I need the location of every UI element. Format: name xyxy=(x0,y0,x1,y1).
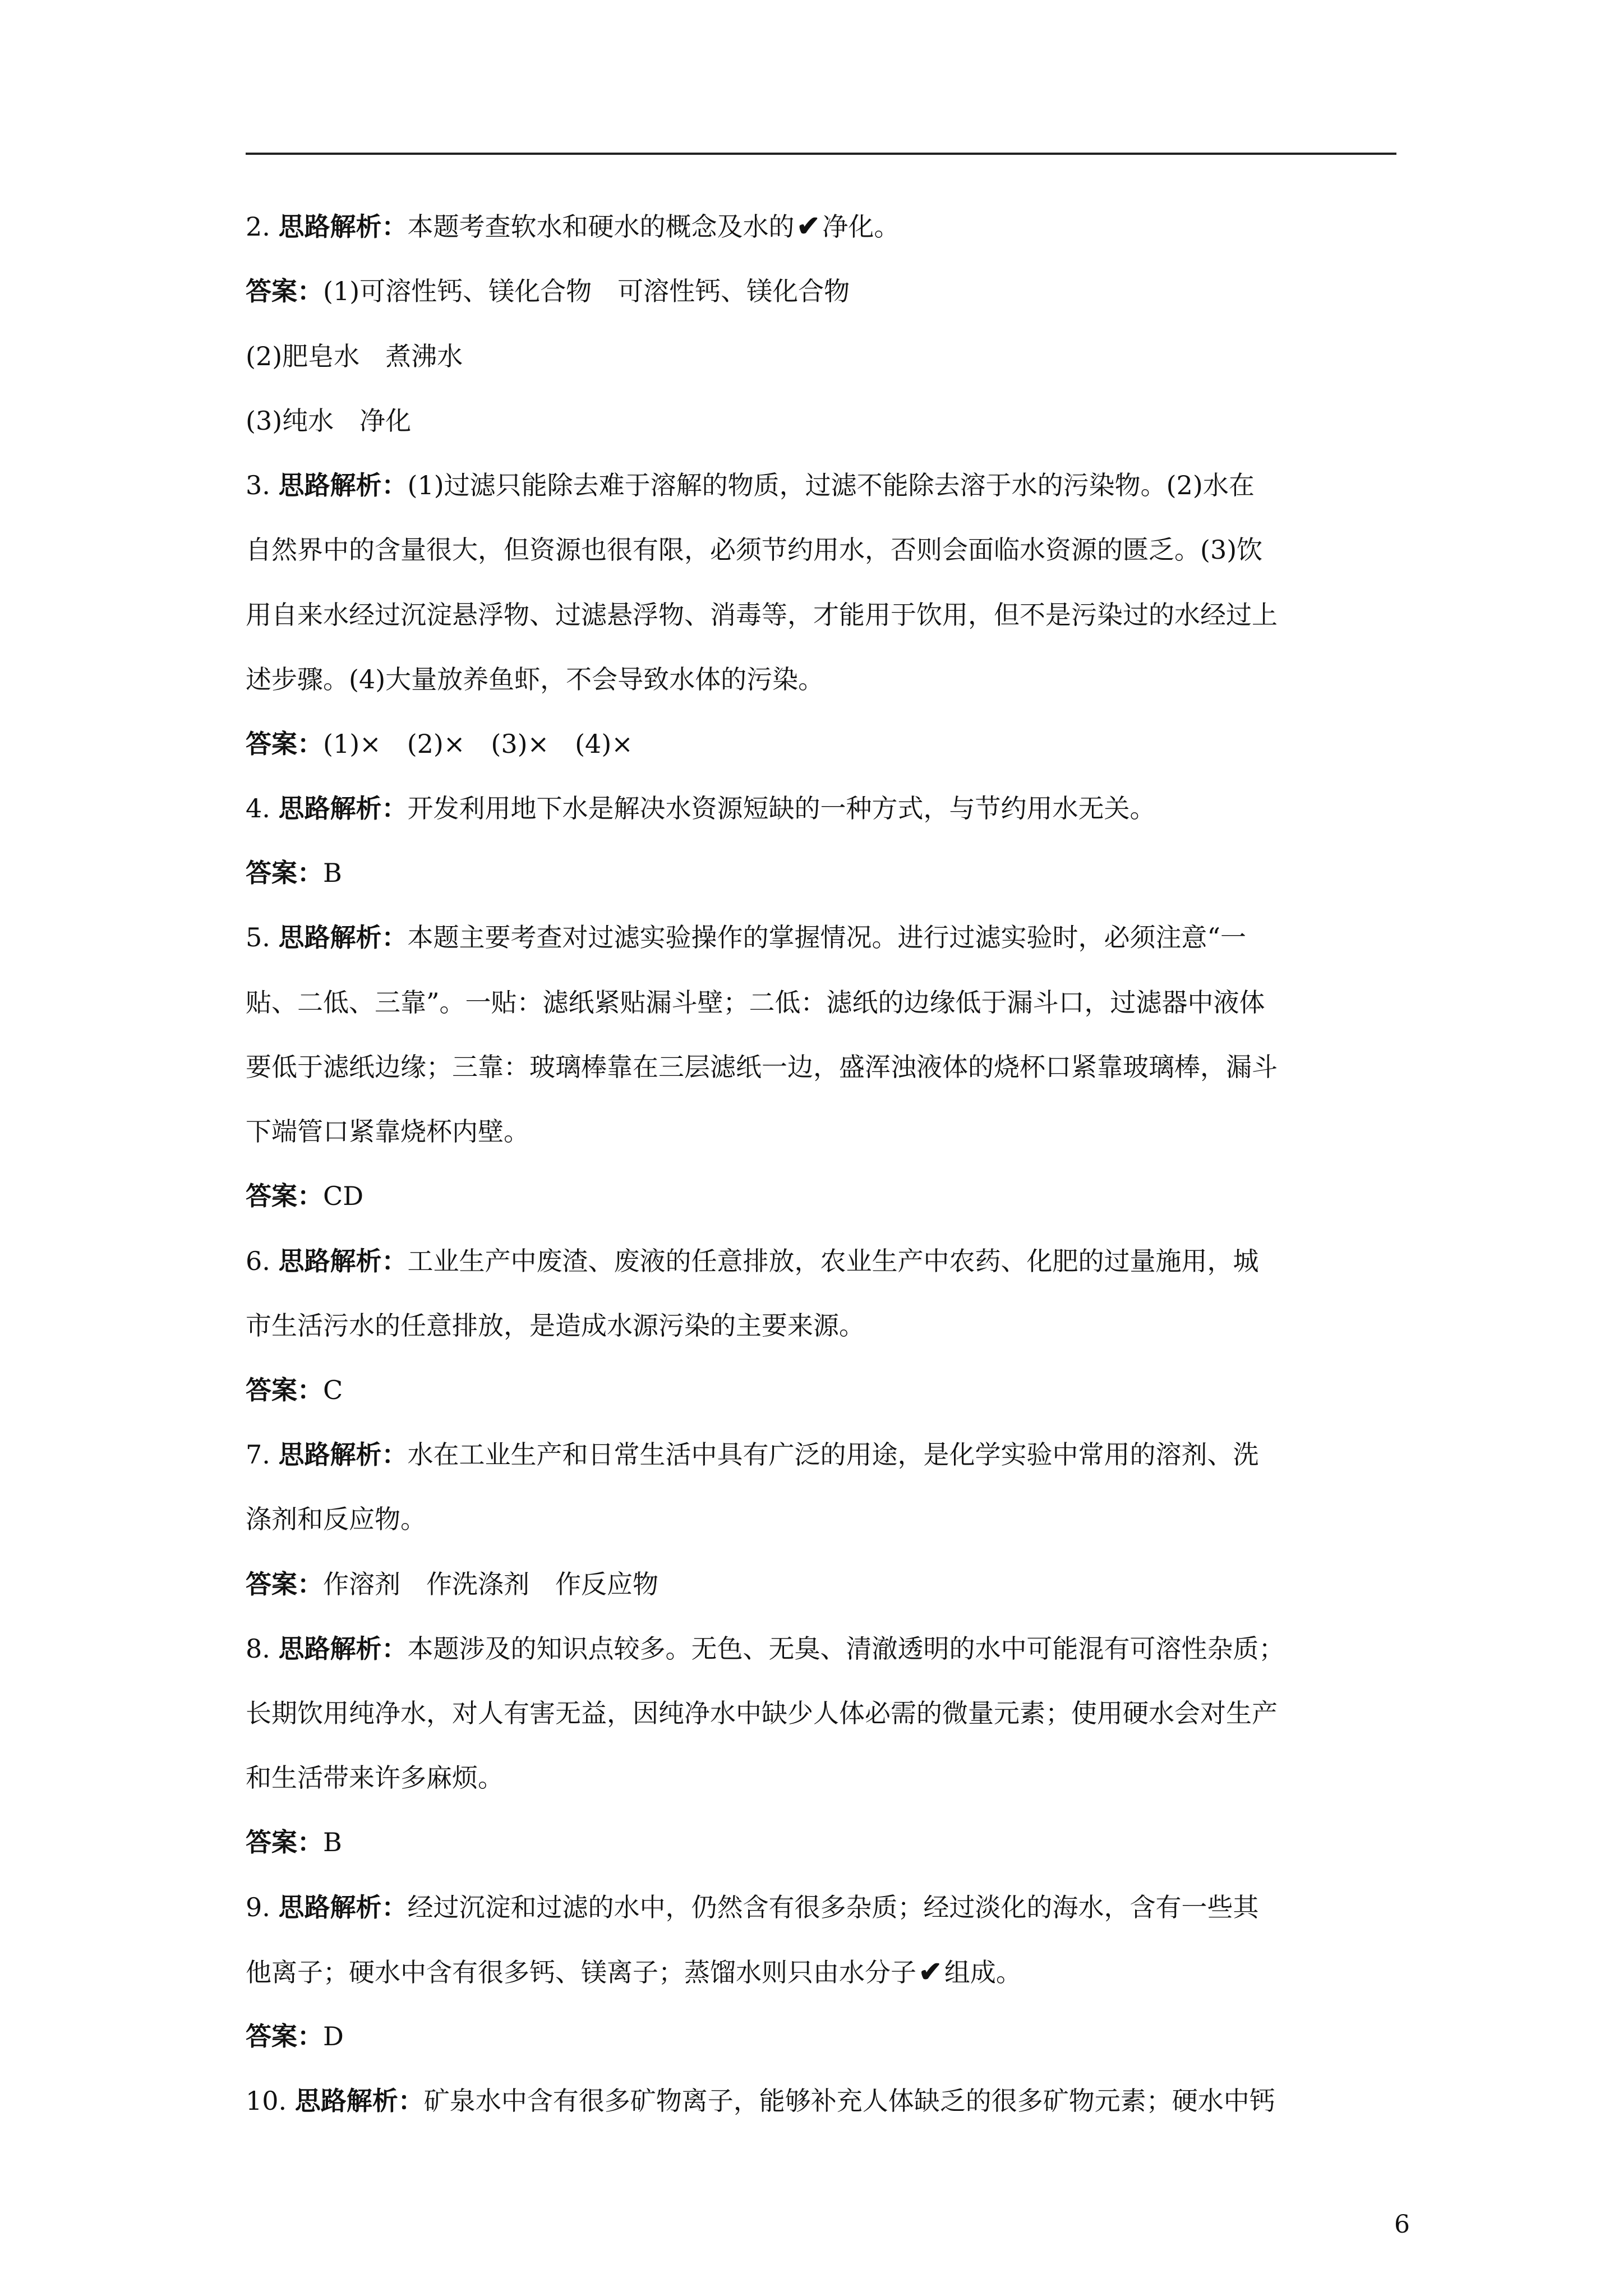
number: 2. xyxy=(246,211,279,242)
text-line xyxy=(246,274,850,308)
text: 要低于滤纸边缘；三靠：玻璃棒靠在三层滤纸一边，盛浑浊液体的烧杯口紧靠玻璃棒，漏斗 xyxy=(246,1052,1278,1082)
text-line xyxy=(246,1761,504,1795)
text: (1)过滤只能除去难于溶解的物质，过滤不能除去溶于水的污染物。(2)水在 xyxy=(407,470,1255,500)
text: 本题考查软水和硬水的概念及水的 xyxy=(407,211,795,242)
text: 长期饮用纯净水，对人有害无益，因纯净水中缺少人体必需的微量元素；使用硬水会对生产 xyxy=(246,1698,1278,1728)
text: 述步骤。(4)大量放养鱼虾，不会导致水体的污染。 xyxy=(246,664,824,694)
text: (3)纯水 净化 xyxy=(246,406,412,436)
text-line xyxy=(246,598,1278,632)
label: 思路解析： xyxy=(278,1439,408,1470)
text: B xyxy=(323,1827,342,1857)
text-line xyxy=(246,792,1156,825)
label: 答案： xyxy=(246,1569,323,1599)
text: 作溶剂 作洗涤剂 作反应物 xyxy=(323,1569,658,1599)
label: 答案： xyxy=(246,858,323,888)
text-line xyxy=(246,1696,1278,1730)
text: 工业生产中废渣、废液的任意排放，农业生产中农药、化肥的过量施用，城 xyxy=(407,1246,1259,1276)
text-line xyxy=(246,1115,529,1148)
label: 思路解析： xyxy=(278,1892,408,1922)
text: 水在工业生产和日常生活中具有广泛的用途，是化学实验中常用的溶剂、洗 xyxy=(407,1439,1259,1470)
text-line xyxy=(246,533,1262,567)
check-icon: ✔ xyxy=(796,209,820,242)
number: 6. xyxy=(246,1246,279,1276)
text: 自然界中的含量很大，但资源也很有限，必须节约用水，否则会面临水资源的匮乏。(3)饮 xyxy=(246,535,1263,565)
text: 下端管口紧靠烧杯内壁。 xyxy=(246,1116,529,1147)
text: CD xyxy=(323,1181,364,1211)
text-line xyxy=(246,1955,1022,1989)
text-line xyxy=(246,1890,1259,1924)
label: 思路解析： xyxy=(278,922,408,953)
text-line xyxy=(246,209,900,243)
header-rule xyxy=(246,153,1396,155)
number: 9. xyxy=(246,1892,279,1922)
number: 4. xyxy=(246,793,279,823)
text-line xyxy=(246,727,633,761)
text-line xyxy=(246,1825,342,1859)
text: 涤剂和反应物。 xyxy=(246,1504,426,1534)
label: 答案： xyxy=(246,276,323,306)
text-line xyxy=(246,2019,344,2053)
text: C xyxy=(323,1375,343,1405)
text-line xyxy=(246,1179,363,1213)
text-line xyxy=(246,1373,343,1407)
label: 思路解析： xyxy=(278,211,408,242)
label: 答案： xyxy=(246,729,323,759)
text: 矿泉水中含有很多矿物离子，能够补充人体缺乏的很多矿物元素；硬水中钙 xyxy=(423,2086,1275,2116)
label: 答案： xyxy=(246,2021,323,2051)
label: 思路解析： xyxy=(278,1634,408,1664)
text-line xyxy=(246,339,463,373)
text-line xyxy=(246,1050,1278,1084)
label: 答案： xyxy=(246,1181,323,1211)
label: 思路解析： xyxy=(278,1246,408,1276)
text: (1)× (2)× (3)× (4)× xyxy=(323,729,633,759)
text-line xyxy=(246,404,411,438)
text: (2)肥皂水 煮沸水 xyxy=(246,341,463,371)
text-line xyxy=(246,1632,1285,1665)
text-line xyxy=(246,1502,426,1536)
text: 和生活带来许多麻烦。 xyxy=(246,1763,504,1793)
text-line xyxy=(246,856,342,890)
text-line xyxy=(246,662,824,696)
text: 净化。 xyxy=(822,211,900,242)
text: (1)可溶性钙、镁化合物 可溶性钙、镁化合物 xyxy=(323,276,850,306)
text-line xyxy=(246,1567,658,1601)
text: 用自来水经过沉淀悬浮物、过滤悬浮物、消毒等，才能用于饮用，但不是污染过的水经过上 xyxy=(246,600,1278,630)
number: 8. xyxy=(246,1634,279,1664)
number: 10. xyxy=(246,2086,295,2116)
label: 答案： xyxy=(246,1827,323,1857)
label: 思路解析： xyxy=(294,2086,424,2116)
text: D xyxy=(323,2021,344,2051)
text-line xyxy=(246,1244,1259,1278)
text-line xyxy=(246,986,1265,1019)
text: 市生活污水的任意排放，是造成水源污染的主要来源。 xyxy=(246,1310,865,1341)
page-number: 6 xyxy=(1394,2210,1410,2239)
text: 贴、二低、三靠”。一贴：滤纸紧贴漏斗壁；二低：滤纸的边缘低于漏斗口，过滤器中液体 xyxy=(246,987,1265,1018)
text: 经过沉淀和过滤的水中，仍然含有很多杂质；经过淡化的海水，含有一些其 xyxy=(407,1892,1259,1922)
text-line xyxy=(246,468,1255,502)
text: 本题涉及的知识点较多。无色、无臭、清澈透明的水中可能混有可溶性杂质； xyxy=(407,1634,1285,1664)
check-icon: ✔ xyxy=(919,1955,942,1988)
label: 答案： xyxy=(246,1375,323,1405)
text: 他离子；硬水中含有很多钙、镁离子；蒸馏水则只由水分子 xyxy=(246,1957,916,1987)
text: 开发利用地下水是解决水资源短缺的一种方式，与节约用水无关。 xyxy=(407,793,1156,823)
label: 思路解析： xyxy=(278,470,408,500)
text-line xyxy=(246,921,1246,954)
number: 5. xyxy=(246,922,279,953)
label: 思路解析： xyxy=(278,793,408,823)
text: 组成。 xyxy=(944,1957,1022,1987)
text-line xyxy=(246,1438,1259,1471)
number: 3. xyxy=(246,470,279,500)
text-line xyxy=(246,1309,865,1342)
text-line xyxy=(246,2084,1275,2118)
text: B xyxy=(323,858,342,888)
number: 7. xyxy=(246,1439,279,1470)
text: 本题主要考查对过滤实验操作的掌握情况。进行过滤实验时，必须注意“一 xyxy=(407,922,1247,953)
